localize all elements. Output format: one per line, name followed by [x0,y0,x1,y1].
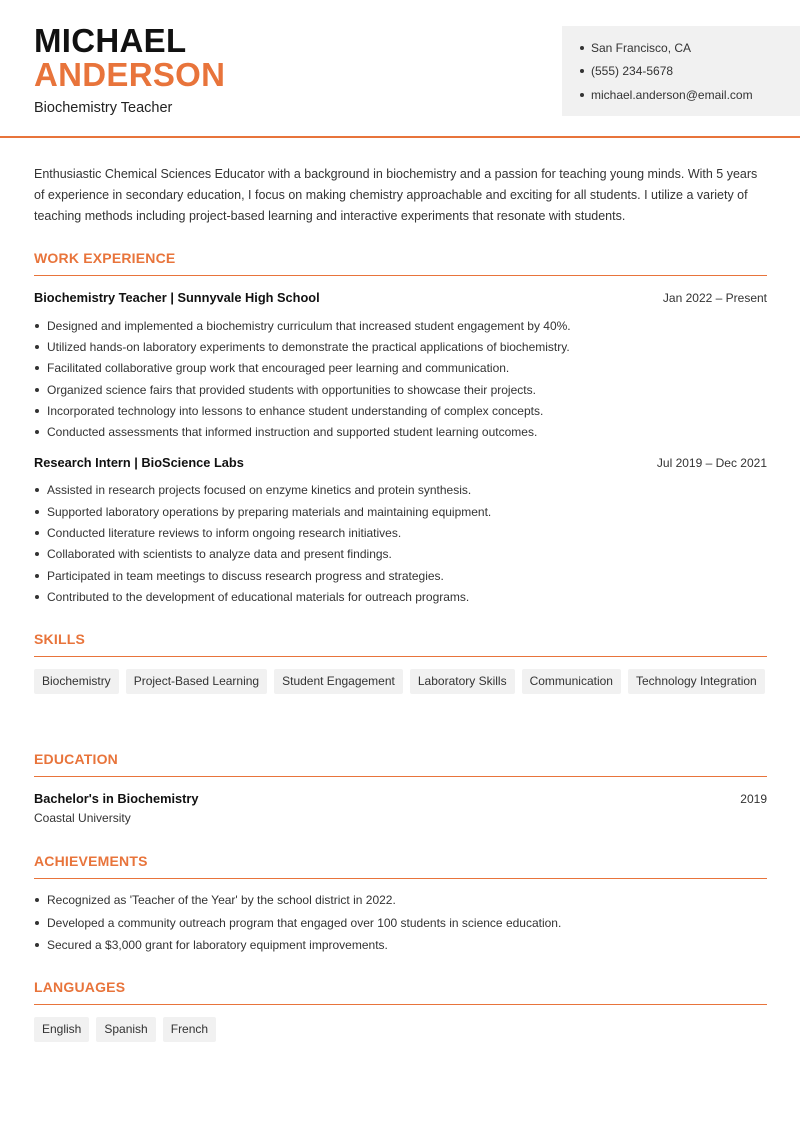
achievements-section [34,852,767,957]
list-item-text: Organized science fairs that provided students with opportunities to showcase their projects. [47,382,536,397]
list-item-text: Collaborated with scientists to analyze data and present findings. [47,547,392,562]
summary-paragraph: Enthusiastic Chemical Sciences Educator with a background in biochemistry and a passion for teaching young minds. With 5 years of experience in secondary education, I focus on making chemistry approachable and exciting for all students. I utilize a variety of teaching methods including project-based learning and interactive experiments that resonate with students. [34,167,758,223]
list-item [34,336,767,357]
bullet-icon [580,93,584,97]
section-title: EDUCATION [34,750,767,777]
list-item-text: Designed and implemented a biochemistry curriculum that increased student engagement by 40%. [47,318,571,333]
list-item-text: Utilized hands-on laboratory experiments to demonstrate the practical applications of biochemistry. [47,339,570,354]
job-entry [34,290,767,443]
location-text: San Francisco, CA [591,40,692,55]
section-title: WORK EXPERIENCE [34,249,767,276]
bullet-icon [35,574,39,578]
section-title: LANGUAGES [34,978,767,1005]
language-tag: English [34,1017,89,1042]
skill-tag: Communication [522,669,621,694]
list-item [34,358,767,379]
job-role: Biochemistry Teacher | Sunnyvale High School [34,290,320,305]
list-item-text: Contributed to the development of educational materials for outreach programs. [47,589,470,604]
contact-phone [580,60,800,84]
contact-location [580,36,800,60]
skills-tags [34,669,767,694]
job-date: Jan 2022 – Present [662,291,767,305]
bullet-icon [35,345,39,349]
graduation-year: 2019 [740,792,767,806]
bullet-icon [580,46,584,50]
list-item [34,565,767,586]
job-entry [34,455,767,608]
list-item [34,889,767,912]
languages-section [34,978,767,1042]
list-item-text: Conducted assessments that informed instruction and supported student learning outcomes. [47,425,538,440]
first-name: MICHAEL [34,22,187,59]
list-item [34,934,767,957]
list-item-text: Facilitated collaborative group work that encouraged peer learning and communication. [47,361,510,376]
work-experience-section [34,249,767,608]
bullet-icon [35,510,39,514]
achievements-list [34,889,767,957]
list-item-text: Participated in team meetings to discuss research progress and strategies. [47,568,444,583]
list-item-text: Conducted literature reviews to inform ongoing research initiatives. [47,526,402,541]
school-name: Coastal University [34,811,131,825]
resume-header [0,0,800,138]
list-item-text: Recognized as 'Teacher of the Year' by the school district in 2022. [47,893,396,908]
job-header [34,290,767,310]
bullet-icon [35,388,39,392]
list-item [34,421,767,442]
list-item [34,480,767,501]
list-item [34,586,767,607]
list-item [34,501,767,522]
list-item-text: Secured a $3,000 grant for laboratory equipment improvements. [47,938,388,953]
skill-tag: Project-Based Learning [126,669,267,694]
bullet-icon [35,324,39,328]
education-entry [34,791,767,811]
job-bullets [34,480,767,608]
bullet-icon [35,898,39,902]
list-item [34,912,767,935]
section-title: ACHIEVEMENTS [34,852,767,879]
bullet-icon [580,69,584,73]
bullet-icon [35,488,39,492]
bullet-icon [35,366,39,370]
phone-text: (555) 234-5678 [591,64,674,79]
bullet-icon [35,409,39,413]
bullet-icon [35,531,39,535]
skill-tag: Student Engagement [274,669,403,694]
list-item [34,544,767,565]
bullet-icon [35,943,39,947]
language-tag: French [163,1017,216,1042]
bullet-icon [35,595,39,599]
list-item-text: Assisted in research projects focused on enzyme kinetics and protein synthesis. [47,483,472,498]
skill-tag: Laboratory Skills [410,669,515,694]
bullet-icon [35,552,39,556]
skills-section [34,630,767,694]
job-role: Research Intern | BioScience Labs [34,454,244,470]
job-date: Jul 2019 – Dec 2021 [656,455,767,470]
job-title: Biochemistry Teacher [34,100,173,116]
skill-tag: Biochemistry [34,669,119,694]
degree: Bachelor's in Biochemistry [34,791,199,806]
section-title: SKILLS [34,630,767,657]
last-name: ANDERSON [34,56,226,93]
language-tag: Spanish [96,1017,155,1042]
education-section [34,750,767,825]
languages-tags [34,1017,767,1042]
contact-email [580,83,800,107]
list-item-text: Developed a community outreach program that engaged over 100 students in science education. [47,915,562,930]
list-item-text: Supported laboratory operations by preparing materials and maintaining equipment. [47,504,492,519]
bullet-icon [35,921,39,925]
list-item [34,315,767,336]
list-item-text: Incorporated technology into lessons to enhance student understanding of complex concepts. [47,403,544,418]
list-item [34,400,767,421]
list-item [34,379,767,400]
bullet-icon [35,430,39,434]
skill-tag: Technology Integration [628,669,765,694]
contact-box [562,26,800,116]
email-text[interactable]: michael.anderson@email.com [591,87,753,102]
job-header [34,455,767,475]
list-item [34,522,767,543]
job-bullets [34,315,767,443]
